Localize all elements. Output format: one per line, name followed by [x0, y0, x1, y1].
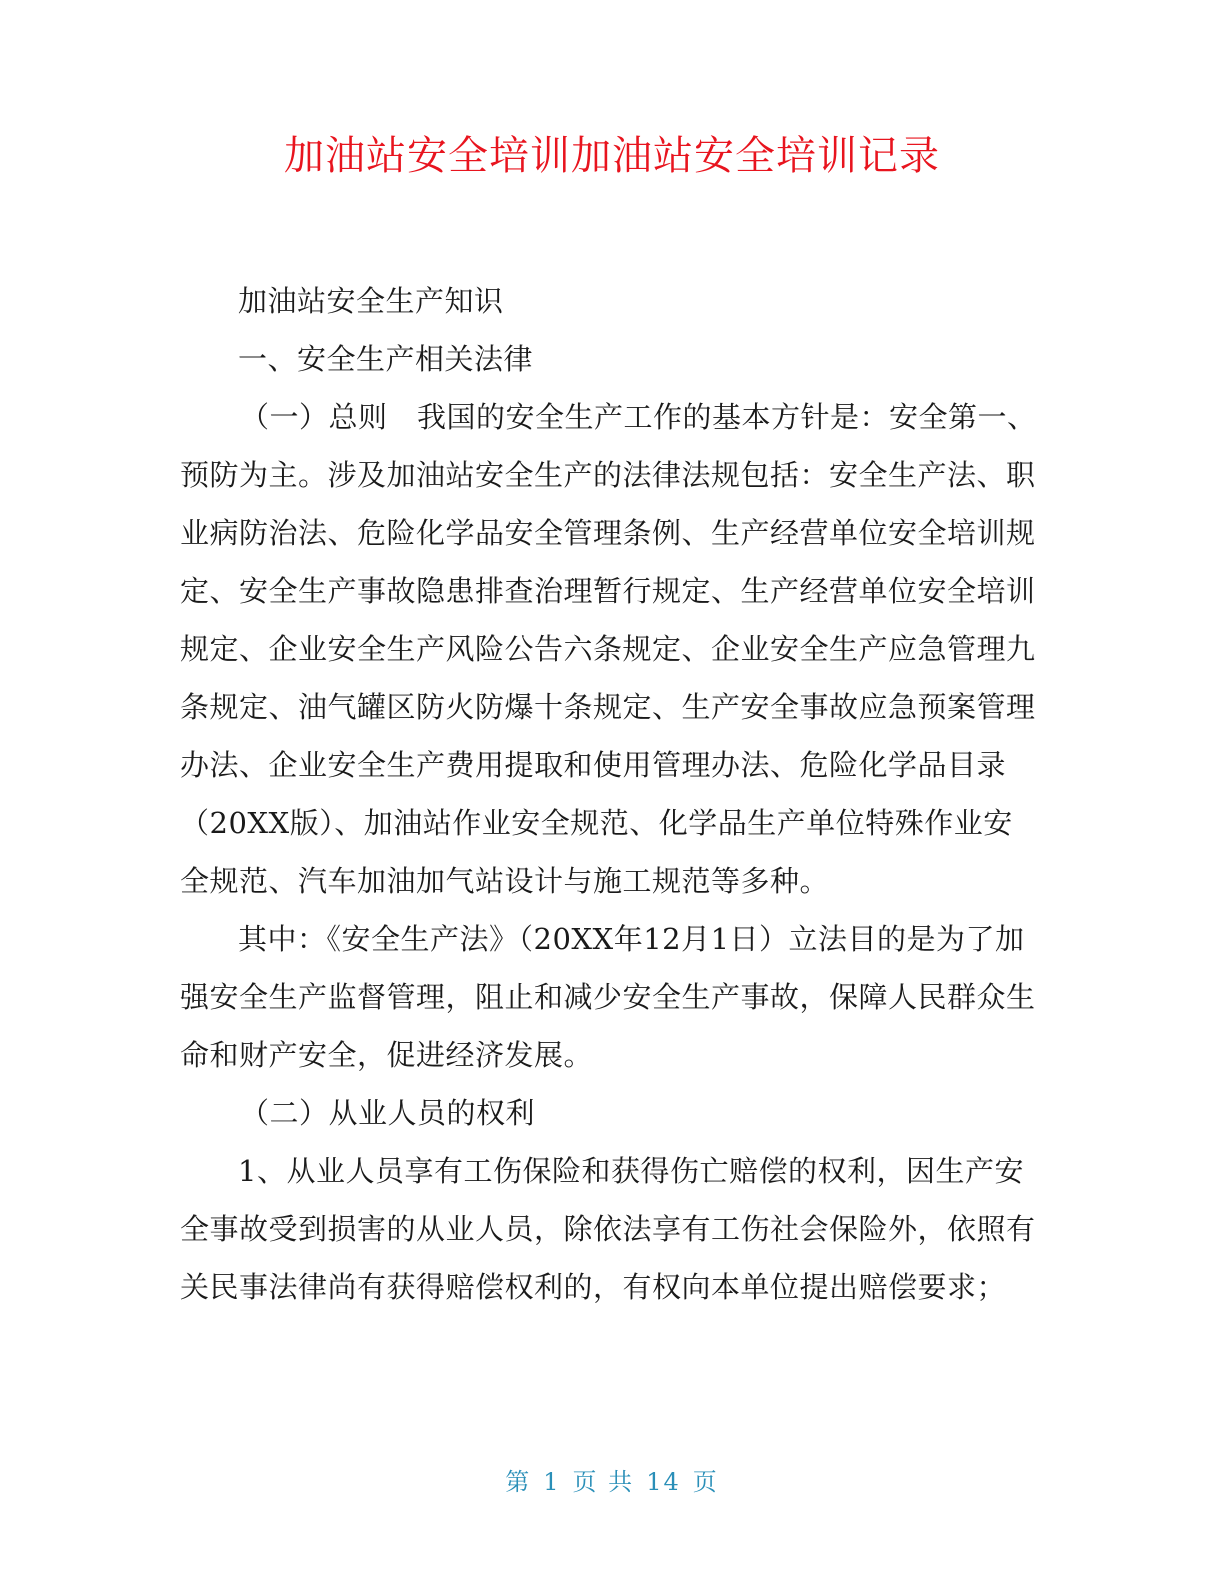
document-title: 加油站安全培训加油站安全培训记录 [284, 133, 940, 179]
paragraph: （一）总则 我国的安全生产工作的基本方针是：安全第一、预防为主。涉及加油站安全生产的法律法规包括：安全生产法、职业病防治法、危险化学品安全管理条例、生产经营单位安全培训规定、安全生产事故隐患排查治理暂行规定、生产经营单位安全培训规定、企业安全生产风险公告六条规定、企业安全生产应急管理九条规定、油气罐区防火防爆十条规定、生产安全事故应急预案管理办法、企业安全生产费用提取和使用管理办法、危险化学品目录（20XX版）、加油站作业安全规范、化学品生产单位特殊作业安全规范、汽车加油加气站设计与施工规范等多种。 [180, 400, 1037, 898]
footer-prefix: 第 [505, 1468, 532, 1496]
paragraph: 加油站安全生产知识 [238, 284, 504, 318]
page-footer [0, 1462, 1224, 1497]
page-number: 1 [543, 1468, 561, 1496]
total-pages: 14 [646, 1468, 681, 1496]
paragraph: （二）从业人员的权利 [240, 1096, 536, 1130]
paragraph: 一、安全生产相关法律 [238, 342, 534, 376]
paragraph: 其中：《安全生产法》（20XX年12月1日）立法目的是为了加强安全生产监督管理，阻止和减少安全生产事故，保障人民群众生命和财产安全，促进经济发展。 [180, 922, 1036, 1072]
paragraph: 1、从业人员享有工伤保险和获得伤亡赔偿的权利，因生产安全事故受到损害的从业人员，除依法享有工伤社会保险外，依照有关民事法律尚有获得赔偿权利的，有权向本单位提出赔偿要求； [180, 1154, 1036, 1304]
footer-suffix: 页 [692, 1468, 719, 1496]
footer-middle: 页 共 [572, 1468, 635, 1496]
document-body [180, 272, 1040, 1316]
